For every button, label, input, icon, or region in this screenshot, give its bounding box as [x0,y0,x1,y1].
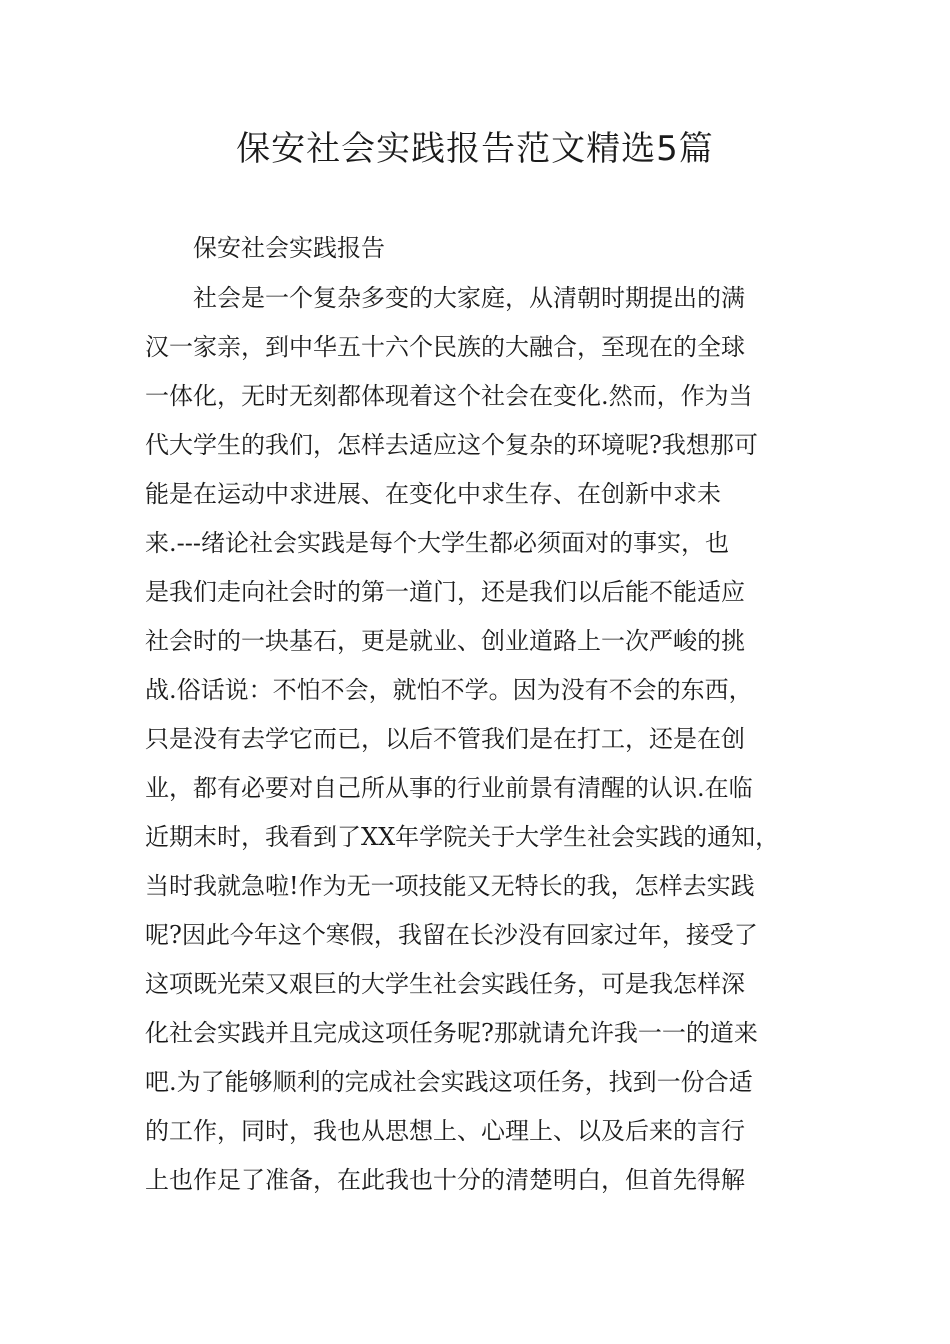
body-paragraph [145,278,835,1209]
body-line: 能是在运动中求进展、在变化中求生存、在创新中求未 [145,480,721,508]
body-line: 是我们走向社会时的第一道门，还是我们以后能不能适应 [145,578,745,606]
body-line: 社会时的一块基石，更是就业、创业道路上一次严峻的挑 [145,627,745,655]
body-line: 战.俗话说：不怕不会，就怕不学。因为没有不会的东西， [145,676,753,704]
document-title: 保安社会实践报告范文精选5篇 [236,129,714,169]
section-heading: 保安社会实践报告 [193,234,385,262]
body-line: 吧.为了能够顺利的完成社会实践这项任务，找到一份合适 [145,1068,753,1096]
body-line: 一体化，无时无刻都体现着这个社会在变化.然而，作为当 [145,382,753,410]
body-line: 汉一家亲，到中华五十六个民族的大融合，至现在的全球 [145,333,745,361]
body-line: 近期末时，我看到了XX年学院关于大学生社会实践的通知， [145,823,780,851]
body-line: 只是没有去学它而已，以后不管我们是在打工，还是在创 [145,725,745,753]
body-line: 社会是一个复杂多变的大家庭，从清朝时期提出的满 [193,284,745,312]
body-line: 当时我就急啦!作为无一项技能又无特长的我，怎样去实践 [145,872,755,900]
body-line: 代大学生的我们，怎样去适应这个复杂的环境呢?我想那可 [145,431,758,459]
body-line: 呢?因此今年这个寒假，我留在长沙没有回家过年，接受了 [145,921,758,949]
body-line: 这项既光荣又艰巨的大学生社会实践任务，可是我怎样深 [145,970,745,998]
body-line: 业，都有必要对自己所从事的行业前景有清醒的认识.在临 [145,774,753,802]
body-line: 上也作足了准备，在此我也十分的清楚明白，但首先得解 [145,1166,745,1194]
body-line: 来.---绪论社会实践是每个大学生都必须面对的事实，也 [145,529,729,557]
body-line: 的工作，同时，我也从思想上、心理上、以及后来的言行 [145,1117,745,1145]
body-line: 化社会实践并且完成这项任务呢?那就请允许我一一的道来 [145,1019,758,1047]
